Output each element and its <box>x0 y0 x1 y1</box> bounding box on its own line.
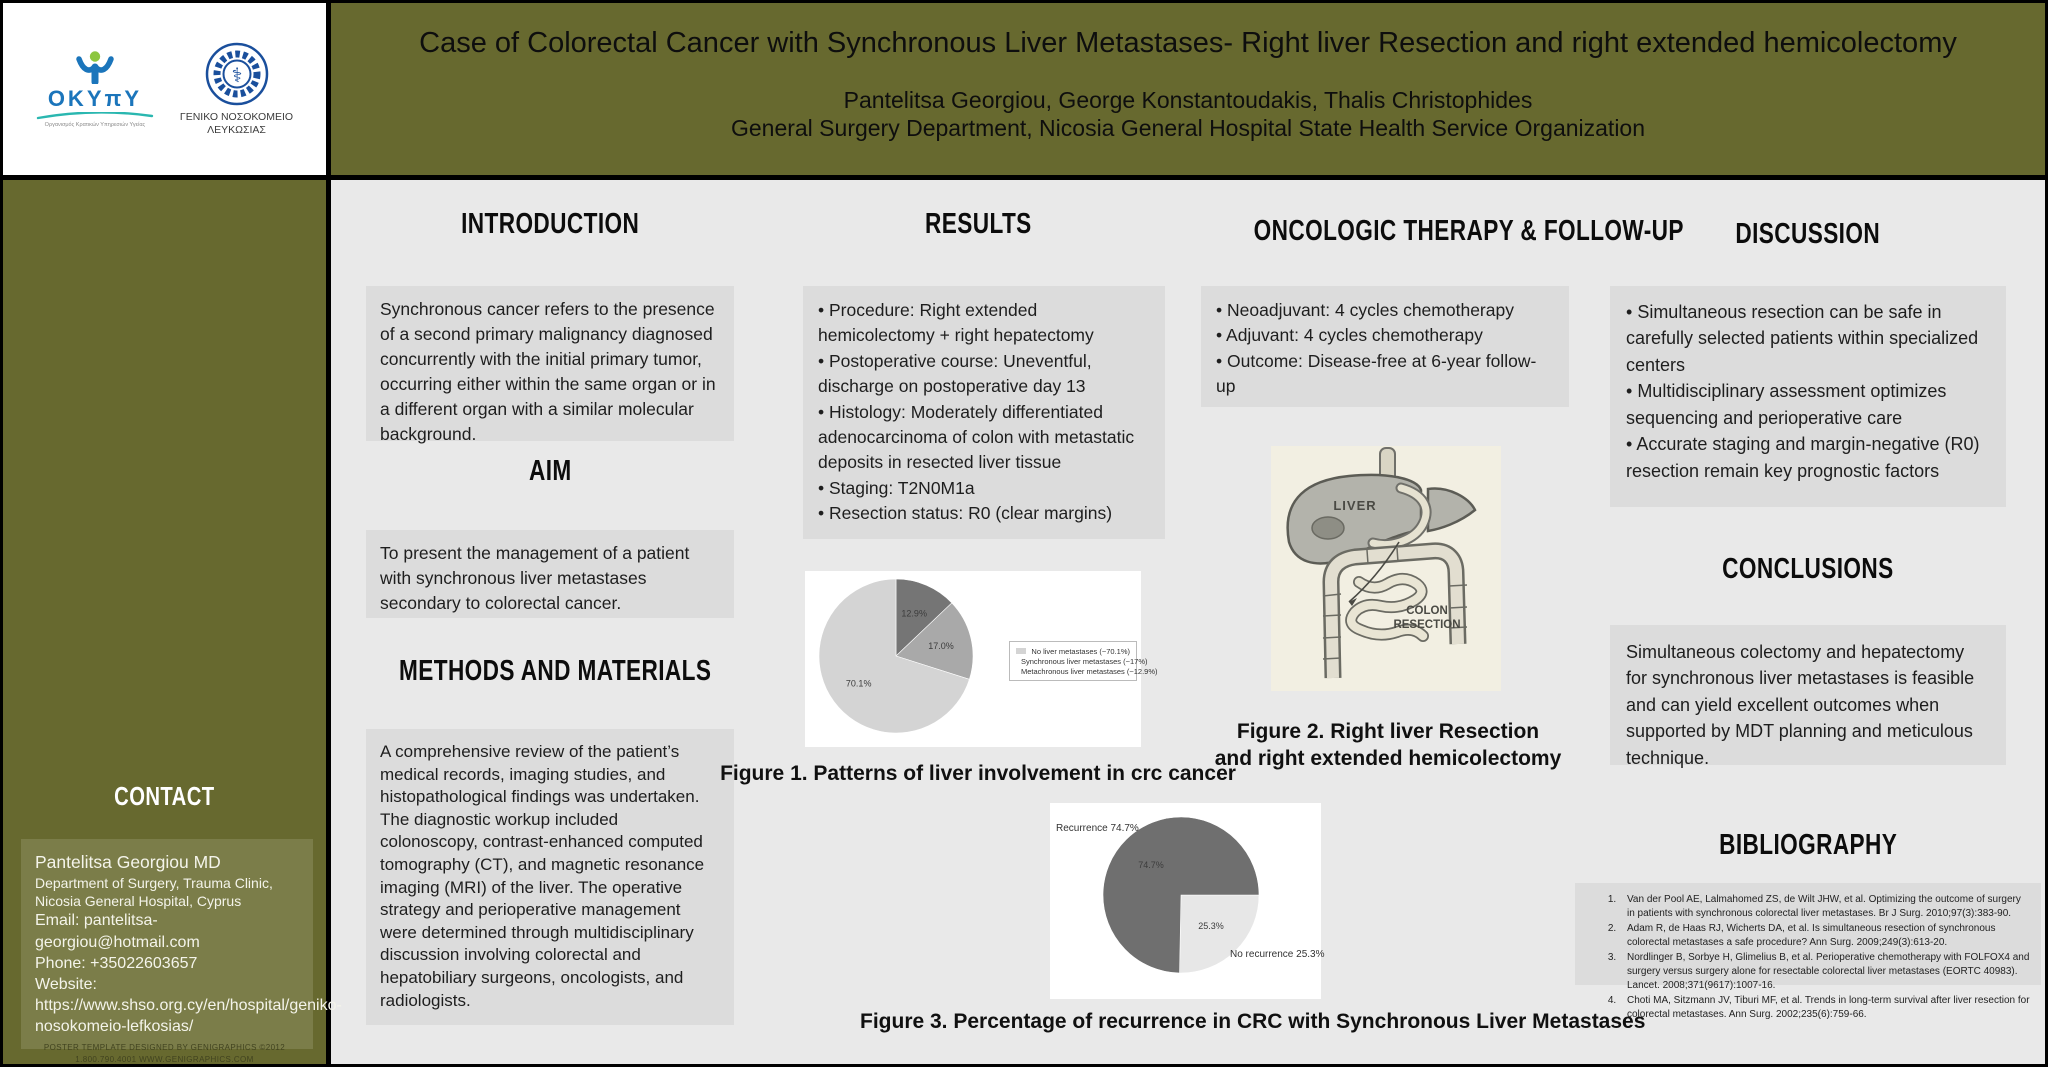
discussion-heading-wrap <box>1608 218 2008 251</box>
logo-box <box>3 3 331 180</box>
figure3-chart-box <box>1050 803 1325 999</box>
contact-email: Email: pantelitsa-georgiou@hotmail.com <box>35 912 200 951</box>
legend-label: Synchronous liver metastases (~17%) <box>1021 656 1148 666</box>
figure3-caption: Figure 3. Percentage of recurrence in CRC with Synchronous Liver Metastases <box>860 1010 1646 1033</box>
bibliography-reference: 2. Adam R, de Haas RJ, Wicherts DA, et al. Is simultaneous resection of synchronous colorectal metastases a safe procedure? Ann Surg. 2009;249(3):613-20. <box>1619 922 2031 950</box>
colon-resection-label-line2: RESECTION <box>1393 619 1461 631</box>
figure2-caption-line1: Figure 2. Right liver Resection <box>1236 720 1540 743</box>
contact-department: Department of Surgery, Trauma Clinic, Nicosia General Hospital, Cyprus <box>35 875 273 910</box>
contact-heading: CONTACT <box>114 781 215 811</box>
svg-text:25.3%: 25.3% <box>1198 921 1224 932</box>
results-bullet: • Postoperative course: Uneventful, discharge on postoperative day 13 <box>818 349 1150 400</box>
liver-label: LIVER <box>1333 498 1377 513</box>
okypy-swoosh-icon <box>36 112 154 120</box>
oncologic-bullet: • Adjuvant: 4 cycles chemotherapy <box>1216 323 1554 348</box>
caduceus-icon: ⚕ <box>231 64 242 87</box>
contact-box <box>21 839 342 1049</box>
legend-row <box>1016 656 1148 666</box>
legend-row <box>1016 646 1130 656</box>
discussion-bullet: • Simultaneous resection can be safe in carefully selected patients within specialized centers <box>1626 299 1990 378</box>
template-credit <box>3 1042 326 1066</box>
bibliography-list <box>1585 893 2031 1022</box>
oncologic-bullet: • Neoadjuvant: 4 cycles chemotherapy <box>1216 298 1554 323</box>
results-panel <box>803 286 1165 539</box>
contact-website: Website: https://www.shso.org.cy/en/hospital/geniko-nosokomeio-lefkosias/ <box>35 975 342 1036</box>
contact-phone: Phone: +35022603657 <box>35 954 198 972</box>
figure3-no-recurrence-callout: No recurrence 25.3% <box>1230 949 1325 960</box>
discussion-panel <box>1610 286 2006 507</box>
bibliography-heading: BIBLIOGRAPHY <box>1718 829 1898 861</box>
results-bullet: • Staging: T2N0M1a <box>818 476 1150 501</box>
svg-text:17.0%: 17.0% <box>928 640 954 651</box>
results-heading: RESULTS <box>924 208 1032 240</box>
figure2-caption <box>1193 719 1583 773</box>
conclusions-panel: Simultaneous colectomy and hepatectomy for synchronous liver metastases is feasible and can yield excellent outcomes when supported by MDT planning and meticulous technique. <box>1610 625 2006 765</box>
title-band <box>331 3 2045 180</box>
contact-heading-wrap <box>3 781 326 812</box>
figure2-illustration-box <box>1271 446 1501 691</box>
colon-resection-label-line1: COLON <box>1406 605 1448 617</box>
oncologic-heading: ONCOLOGIC THERAPY & FOLLOW-UP <box>1253 215 1684 247</box>
legend-row <box>1016 666 1158 676</box>
figure1-caption: Figure 1. Patterns of liver involvement in crc cancer <box>720 762 1236 785</box>
okypy-tagline: Οργανισμός Κρατικών Υπηρεσιών Υγείας <box>44 122 146 128</box>
bibliography-reference: 1. Van der Pool AE, Lalmahomed ZS, de Wilt JHW, et al. Optimizing the outcome of surgery in patients with synchronous colorectal liver metastases. Br J Surg. 2010;97(3):383-90. <box>1619 893 2031 921</box>
methods-panel: A comprehensive review of the patient’s medical records, imaging studies, and histopathological findings was undertaken. The diagnostic workup included colonoscopy, contrast-enhanced computed tomography (CT), and magnetic resonance imaging (MRI) of the liver. The operative strategy and perioperative management were determined through multidisciplinary discussion involving colorectal and hepatobiliary surgeons, oncologists, and radiologists. <box>366 729 734 1025</box>
results-bullet-list <box>818 298 1150 526</box>
hospital-emblem-icon <box>204 41 270 107</box>
svg-text:74.7%: 74.7% <box>1138 859 1164 870</box>
template-credit-line1: POSTER TEMPLATE DESIGNED BY GENIGRAPHICS ©2012 <box>43 1043 286 1052</box>
introduction-panel: Synchronous cancer refers to the presence of a second primary malignancy diagnosed concurrently with the initial primary tumor, occurring either within the same organ or in a different organ with a similar molecular background. <box>366 286 734 441</box>
oncologic-bullet: • Outcome: Disease-free at 6-year follow-up <box>1216 349 1554 400</box>
figure3-recurrence-callout: Recurrence 74.7% <box>1056 823 1139 834</box>
figure2-caption-line2: and right extended hemicolectomy <box>1214 746 1562 770</box>
legend-label: Metachronous liver metastases (~12.9%) <box>1021 666 1158 676</box>
sidebar <box>3 180 342 1064</box>
poster-title: Case of Colorectal Cancer with Synchronous Liver Metastases- Right liver Resection and right extended hemicolectomy <box>419 27 1957 59</box>
oncologic-panel <box>1201 286 1569 407</box>
results-bullet: • Procedure: Right extended hemicolectomy + right hepatectomy <box>818 298 1150 349</box>
discussion-bullet: • Multidisciplinary assessment optimizes sequencing and perioperative care <box>1626 378 1990 431</box>
okypy-logo <box>36 50 154 128</box>
figure1-legend <box>1009 641 1158 681</box>
legend-label: No liver metastases (~70.1%) <box>1031 646 1130 656</box>
discussion-heading: DISCUSSION <box>1735 218 1881 250</box>
results-heading-wrap <box>783 208 1173 241</box>
poster-authors: Pantelitsa Georgiou, George Konstantoudakis, Thalis Christophides <box>843 87 1533 113</box>
oncologic-heading-wrap <box>1193 215 1684 248</box>
aim-panel: To present the management of a patient with synchronous liver metastases secondary to colorectal cancer. <box>366 530 734 618</box>
hospital-name-line2: ΛΕΥΚΩΣΙΑΣ <box>207 124 266 136</box>
bibliography-reference: 3. Nordlinger B, Sorbye H, Glimelius B, et al. Perioperative chemotherapy with FOLFOX4 and surgery versus surgery alone for resectable colorectal liver metastases (EORTC 40983). Lancet. 2008;371(9617):1007-16. <box>1619 951 2031 993</box>
methods-heading: METHODS AND MATERIALS <box>399 655 712 687</box>
introduction-heading: INTRODUCTION <box>460 208 640 240</box>
okypy-person-icon <box>75 50 115 84</box>
svg-text:70.1%: 70.1% <box>845 678 872 689</box>
bibliography-reference: 4. Choti MA, Sitzmann JV, Tiburi MF, et al. Trends in long-term survival after liver resection for colorectal metastases. Ann Surg. 2002;235(6):759-66. <box>1619 994 2031 1022</box>
okypy-wordmark: ΟΚΥπΥ <box>47 86 143 111</box>
introduction-heading-wrap <box>355 208 745 241</box>
oncologic-bullet-list <box>1216 298 1554 400</box>
discussion-bullet-list <box>1626 299 1990 484</box>
results-bullet: • Histology: Moderately differentiated adenocarcinoma of colon with metastatic deposits in resected liver tissue <box>818 400 1150 476</box>
contact-name: Pantelitsa Georgiou MD <box>35 852 221 872</box>
template-credit-line2: 1.800.790.4001 WWW.GENIGRAPHICS.COM <box>75 1055 254 1064</box>
legend-swatch <box>1016 648 1026 654</box>
conclusions-heading: CONCLUSIONS <box>1722 553 1894 585</box>
bibliography-panel <box>1575 883 2041 1020</box>
results-bullet: • Resection status: R0 (clear margins) <box>818 501 1150 526</box>
figure1-chart-box <box>805 571 1158 747</box>
hospital-name-line1: ΓΕΝΙΚΟ ΝΟΣΟΚΟΜΕΙΟ <box>179 110 294 123</box>
conclusions-heading-wrap <box>1608 553 2008 586</box>
aim-heading-wrap <box>355 455 745 488</box>
poster-affiliation: General Surgery Department, Nicosia General Hospital State Health Service Organization <box>730 115 1646 141</box>
bibliography-heading-wrap <box>1608 829 2008 862</box>
methods-heading-wrap <box>355 655 745 688</box>
aim-heading: AIM <box>528 455 572 487</box>
discussion-bullet: • Accurate staging and margin-negative (R0) resection remain key prognostic factors <box>1626 431 1990 484</box>
svg-text:12.9%: 12.9% <box>901 608 927 619</box>
hospital-logo <box>180 41 293 137</box>
anatomy-illustration <box>1271 446 1501 691</box>
